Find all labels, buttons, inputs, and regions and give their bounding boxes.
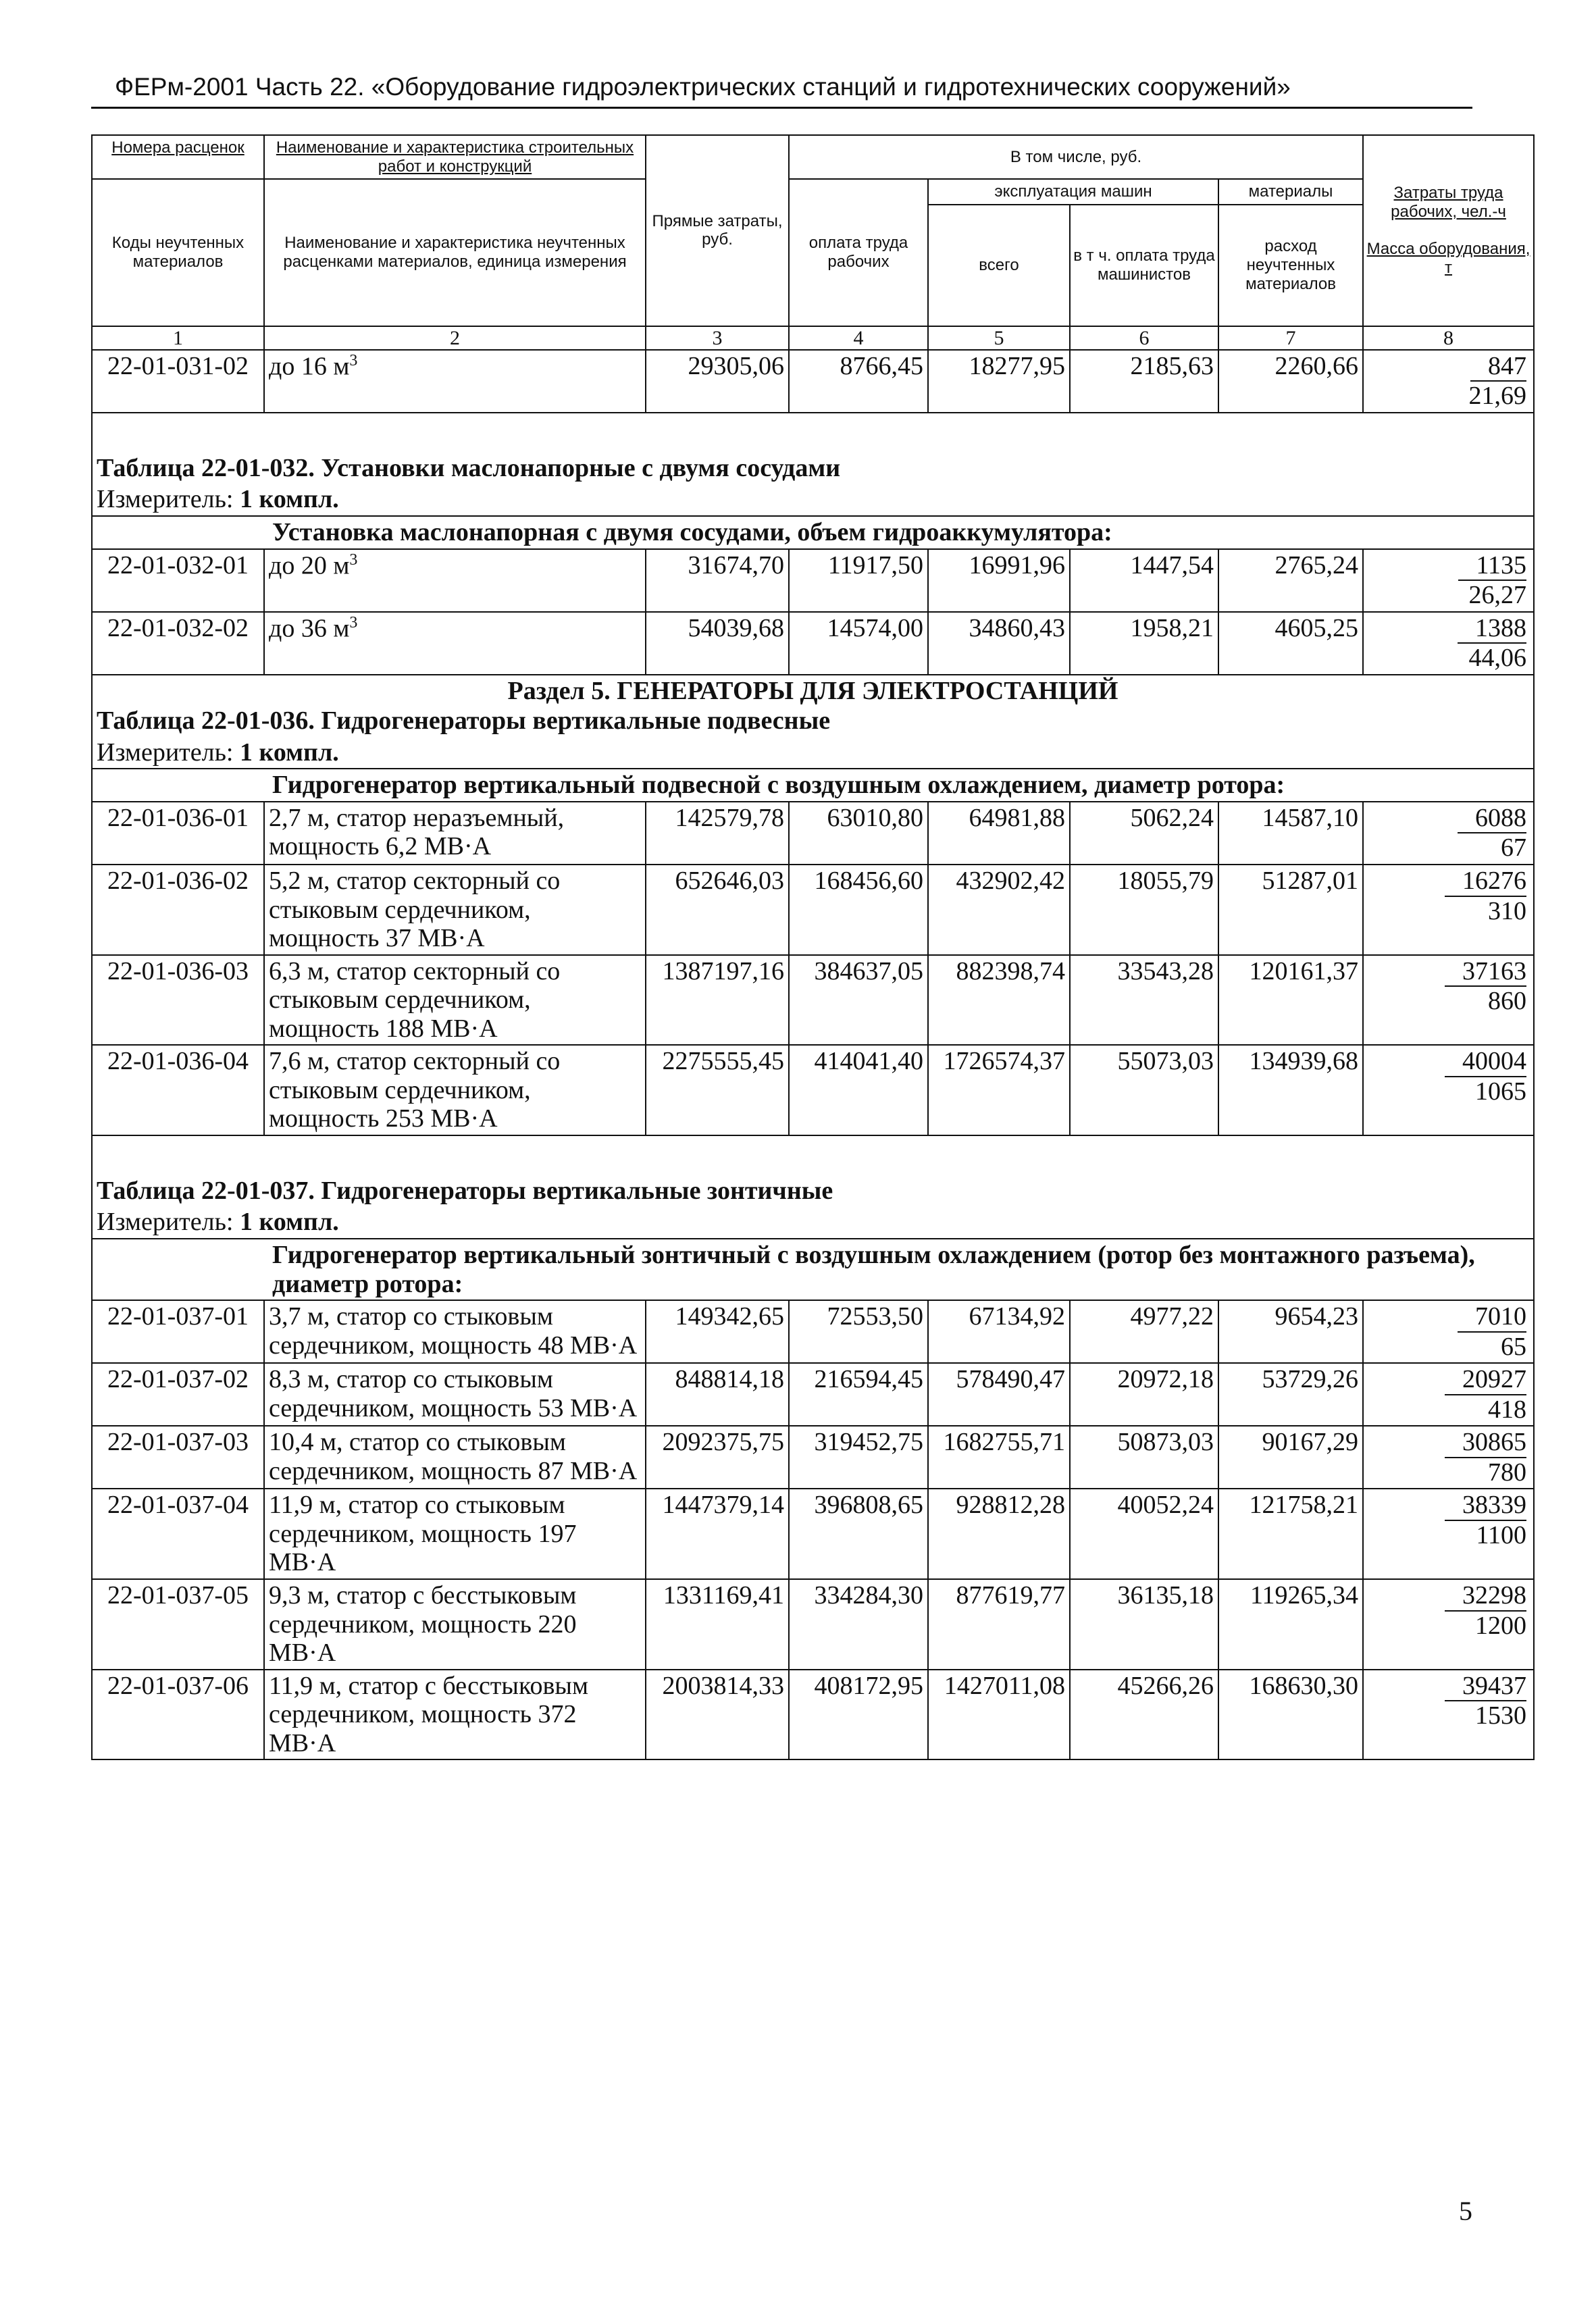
group-heading: Установка маслонапорная с двумя сосудами, объем гидроаккумулятора:	[92, 516, 1534, 549]
direct-cost: 848814,18	[646, 1363, 789, 1426]
materials-cost: 14587,10	[1218, 802, 1363, 865]
labor-hours: 39437	[1445, 1672, 1526, 1702]
table-row	[92, 1426, 1534, 1489]
rate-name-text: 9,3 м, статор с бесстыковым сердечником, мощность 220 МВ·А	[269, 1581, 577, 1668]
rate-code: 22-01-037-02	[92, 1363, 264, 1426]
machines-cost: 18277,95	[928, 350, 1070, 413]
measure-unit-row	[92, 1206, 1534, 1239]
machines-cost: 1682755,71	[928, 1426, 1070, 1489]
rate-code: 22-01-037-01	[92, 1300, 264, 1363]
col-number: 7	[1218, 326, 1363, 350]
labor-hours: 847	[1470, 352, 1526, 382]
table-title: Таблица 22-01-032. Установки маслонапорные с двумя сосудами	[92, 453, 1534, 484]
measure-label: Измеритель:	[97, 485, 234, 514]
rate-code: 22-01-036-04	[92, 1045, 264, 1135]
materials-cost: 134939,68	[1218, 1045, 1363, 1135]
direct-cost: 652646,03	[646, 865, 789, 955]
equipment-mass: 1100	[1476, 1520, 1527, 1549]
table-row	[92, 1300, 1534, 1363]
col-labor-header: оплата труда рабочих	[789, 179, 928, 326]
col-direct-header: Прямые затраты, руб.	[646, 135, 789, 326]
direct-cost: 142579,78	[646, 802, 789, 865]
rate-name	[264, 865, 646, 955]
equipment-mass: 44,06	[1468, 644, 1527, 673]
direct-cost: 1387197,16	[646, 955, 789, 1046]
table-title: Таблица 22-01-036. Гидрогенераторы вертикальные подвесные	[92, 706, 1534, 737]
group-heading-row	[92, 1239, 1534, 1300]
labor-hours-mass	[1363, 612, 1534, 675]
materials-cost: 51287,01	[1218, 865, 1363, 955]
unit-exponent: 3	[349, 550, 358, 569]
machinists-cost: 1447,54	[1070, 549, 1218, 612]
rate-name	[264, 1670, 646, 1760]
labor-hours: 1388	[1458, 614, 1526, 644]
equipment-mass: 418	[1488, 1395, 1527, 1424]
rate-name	[264, 802, 646, 865]
group-heading: Гидрогенератор вертикальный подвесной с воздушным охлаждением, диаметр ротора:	[92, 769, 1534, 802]
spacer-cell	[92, 413, 1534, 453]
rate-name	[264, 1579, 646, 1670]
group-heading-row	[92, 516, 1534, 549]
rate-code: 22-01-036-03	[92, 955, 264, 1046]
table-row	[92, 1670, 1534, 1760]
labor-hours: 40004	[1445, 1047, 1526, 1077]
col-material-names-header: Наименование и характеристика неучтенных расценками материалов, единица измерения	[264, 179, 646, 326]
table-row	[92, 549, 1534, 612]
col-mass-header: Масса оборудования, т	[1366, 240, 1530, 277]
rate-name-text: до 16 м	[269, 352, 350, 381]
equipment-mass: 1065	[1475, 1077, 1527, 1106]
machines-header: эксплуатация машин	[928, 179, 1218, 205]
labor-hours: 37163	[1445, 957, 1526, 987]
measure-value: 1 компл.	[240, 738, 339, 767]
rate-name	[264, 1045, 646, 1135]
machinists-cost: 36135,18	[1070, 1579, 1218, 1670]
labor-hours: 30865	[1445, 1428, 1526, 1458]
rate-name	[264, 1363, 646, 1426]
rate-name	[264, 549, 646, 612]
rate-name	[264, 350, 646, 413]
machines-cost: 16991,96	[928, 549, 1070, 612]
rate-code: 22-01-036-02	[92, 865, 264, 955]
labor-cost: 14574,00	[789, 612, 928, 675]
incl-header: В том числе, руб.	[789, 135, 1363, 179]
machines-cost: 67134,92	[928, 1300, 1070, 1363]
rate-code: 22-01-036-01	[92, 802, 264, 865]
materials-cost: 2765,24	[1218, 549, 1363, 612]
direct-cost: 31674,70	[646, 549, 789, 612]
machinists-cost: 50873,03	[1070, 1426, 1218, 1489]
measure-unit-row	[92, 484, 1534, 516]
col-material-codes-header: Коды неучтенных материалов	[92, 179, 264, 326]
labor-hours-mass	[1363, 1579, 1534, 1670]
col-hours-mass-header	[1363, 135, 1534, 326]
col-hours-header: Затраты труда рабочих, чел.-ч	[1391, 184, 1506, 221]
labor-hours-mass	[1363, 955, 1534, 1046]
measure-value: 1 компл.	[240, 1208, 339, 1237]
table-row	[92, 612, 1534, 675]
group-heading-row	[92, 769, 1534, 802]
rate-name	[264, 1300, 646, 1363]
col-number: 4	[789, 326, 928, 350]
materials-cost: 121758,21	[1218, 1489, 1363, 1579]
spacer-row	[92, 1135, 1534, 1175]
direct-cost: 1331169,41	[646, 1579, 789, 1670]
column-numbers-row	[92, 326, 1534, 350]
machines-cost: 1726574,37	[928, 1045, 1070, 1135]
rate-name-text: 8,3 м, статор со стыковым сердечником, мощность 53 МВ·А	[269, 1365, 638, 1422]
measure-unit	[92, 484, 1534, 516]
labor-cost: 216594,45	[789, 1363, 928, 1426]
table-row	[92, 865, 1534, 955]
equipment-mass: 21,69	[1468, 382, 1527, 411]
table-row	[92, 1579, 1534, 1670]
labor-cost: 384637,05	[789, 955, 928, 1046]
machinists-cost: 1958,21	[1070, 612, 1218, 675]
machines-cost: 928812,28	[928, 1489, 1070, 1579]
materials-cost: 119265,34	[1218, 1579, 1363, 1670]
header-rule	[91, 107, 1472, 109]
measure-unit	[92, 1206, 1534, 1239]
labor-hours-mass	[1363, 802, 1534, 865]
labor-cost: 408172,95	[789, 1670, 928, 1760]
rate-name-text: 6,3 м, статор секторный со стыковым сердечником, мощность 188 МВ·А	[269, 956, 561, 1043]
rates-table	[91, 134, 1535, 1760]
materials-cost: 2260,66	[1218, 350, 1363, 413]
labor-hours: 1135	[1458, 551, 1526, 582]
labor-hours: 32298	[1445, 1581, 1526, 1612]
equipment-mass: 1200	[1475, 1611, 1527, 1640]
rate-name	[264, 612, 646, 675]
direct-cost: 149342,65	[646, 1300, 789, 1363]
machinists-cost: 2185,63	[1070, 350, 1218, 413]
equipment-mass: 26,27	[1468, 581, 1527, 610]
col-codes-header: Номера расценок	[92, 135, 264, 179]
header-row-2	[92, 179, 1534, 205]
materials-cost: 120161,37	[1218, 955, 1363, 1046]
labor-cost: 414041,40	[789, 1045, 928, 1135]
table-row	[92, 1045, 1534, 1135]
measure-label: Измеритель:	[97, 1208, 234, 1237]
labor-hours-mass	[1363, 1426, 1534, 1489]
materials-cost: 53729,26	[1218, 1363, 1363, 1426]
table-row	[92, 1363, 1534, 1426]
labor-hours: 16276	[1445, 867, 1526, 897]
machinists-cost: 55073,03	[1070, 1045, 1218, 1135]
table-title: Таблица 22-01-037. Гидрогенераторы вертикальные зонтичные	[92, 1175, 1534, 1207]
rate-name-text: 2,7 м, статор неразъемный, мощность 6,2 МВ·А	[269, 803, 565, 861]
rate-name-text: 5,2 м, статор секторный со стыковым сердечником, мощность 37 МВ·А	[269, 866, 561, 953]
col-number: 1	[92, 326, 264, 350]
rate-name	[264, 1489, 646, 1579]
machines-cost: 432902,42	[928, 865, 1070, 955]
rate-name-text: 7,6 м, статор секторный со стыковым сердечником, мощность 253 МВ·А	[269, 1047, 561, 1133]
direct-cost: 2003814,33	[646, 1670, 789, 1760]
machinists-cost: 20972,18	[1070, 1363, 1218, 1426]
direct-cost: 54039,68	[646, 612, 789, 675]
section-title-row	[92, 675, 1534, 707]
col-machines-total-header: всего	[928, 205, 1070, 326]
labor-hours-mass	[1363, 1300, 1534, 1363]
labor-hours-mass	[1363, 1363, 1534, 1426]
rate-code: 22-01-037-06	[92, 1670, 264, 1760]
rate-name-text: до 36 м	[269, 614, 350, 643]
rate-name-text: 3,7 м, статор со стыковым сердечником, мощность 48 МВ·А	[269, 1302, 638, 1360]
col-materials-header: расход неучтенных материалов	[1218, 205, 1363, 326]
equipment-mass: 65	[1501, 1332, 1527, 1361]
labor-cost: 334284,30	[789, 1579, 928, 1670]
col-number: 5	[928, 326, 1070, 350]
labor-hours: 7010	[1458, 1302, 1526, 1333]
rate-name-text: 11,9 м, статор со стыковым сердечником, мощность 197 МВ·А	[269, 1491, 577, 1577]
materials-cost: 4605,25	[1218, 612, 1363, 675]
rate-name	[264, 955, 646, 1046]
equipment-mass: 780	[1488, 1458, 1527, 1487]
labor-cost: 72553,50	[789, 1300, 928, 1363]
machinists-cost: 45266,26	[1070, 1670, 1218, 1760]
table-row	[92, 802, 1534, 865]
rate-code: 22-01-037-04	[92, 1489, 264, 1579]
labor-cost: 63010,80	[789, 802, 928, 865]
labor-hours: 6088	[1458, 804, 1526, 834]
rate-code: 22-01-037-03	[92, 1426, 264, 1489]
machinists-cost: 18055,79	[1070, 865, 1218, 955]
measure-unit	[92, 737, 1534, 769]
group-heading: Гидрогенератор вертикальный зонтичный с воздушным охлаждением (ротор без монтажного разъема), диаметр ротора:	[92, 1239, 1534, 1300]
direct-cost: 29305,06	[646, 350, 789, 413]
spacer-row	[92, 413, 1534, 453]
labor-cost: 11917,50	[789, 549, 928, 612]
table-row	[92, 955, 1534, 1046]
col-name-header: Наименование и характеристика строительных работ и конструкций	[264, 135, 646, 179]
equipment-mass: 1530	[1475, 1701, 1527, 1730]
col-machinists-header: в т ч. оплата труда машинистов	[1070, 205, 1218, 326]
machinists-cost: 33543,28	[1070, 955, 1218, 1046]
measure-label: Измеритель:	[97, 738, 234, 767]
machines-cost: 34860,43	[928, 612, 1070, 675]
machinists-cost: 4977,22	[1070, 1300, 1218, 1363]
materials-cost: 90167,29	[1218, 1426, 1363, 1489]
rate-name	[264, 1426, 646, 1489]
rate-name-text: до 20 м	[269, 551, 350, 580]
rate-name-text: 10,4 м, статор со стыковым сердечником, мощность 87 МВ·А	[269, 1428, 638, 1485]
machines-cost: 578490,47	[928, 1363, 1070, 1426]
labor-cost: 168456,60	[789, 865, 928, 955]
labor-hours: 38339	[1445, 1491, 1526, 1521]
measure-value: 1 компл.	[240, 485, 339, 514]
section-title: Раздел 5. ГЕНЕРАТОРЫ ДЛЯ ЭЛЕКТРОСТАНЦИЙ	[92, 675, 1534, 707]
labor-cost: 319452,75	[789, 1426, 928, 1489]
machinists-cost: 5062,24	[1070, 802, 1218, 865]
table-row	[92, 350, 1534, 413]
equipment-mass: 860	[1488, 987, 1527, 1016]
table-title-row	[92, 453, 1534, 484]
labor-hours-mass	[1363, 1489, 1534, 1579]
labor-hours-mass	[1363, 865, 1534, 955]
table-row	[92, 1489, 1534, 1579]
rate-code: 22-01-032-01	[92, 549, 264, 612]
equipment-mass: 310	[1488, 896, 1527, 925]
machines-cost: 877619,77	[928, 1579, 1070, 1670]
machines-cost: 64981,88	[928, 802, 1070, 865]
page-header-title: ФЕРм-2001 Часть 22. «Оборудование гидроэлектрических станций и гидротехнических сооружений»	[115, 73, 1291, 101]
rate-code: 22-01-037-05	[92, 1579, 264, 1670]
spacer-cell	[92, 1135, 1534, 1175]
materials-cost: 9654,23	[1218, 1300, 1363, 1363]
machinists-cost: 40052,24	[1070, 1489, 1218, 1579]
measure-unit-row	[92, 737, 1534, 769]
col-number: 8	[1363, 326, 1534, 350]
unit-exponent: 3	[349, 351, 358, 369]
unit-exponent: 3	[349, 613, 358, 632]
header-row-1	[92, 135, 1534, 179]
table-title-row	[92, 706, 1534, 737]
direct-cost: 2275555,45	[646, 1045, 789, 1135]
labor-hours-mass	[1363, 549, 1534, 612]
rate-code: 22-01-032-02	[92, 612, 264, 675]
col-number: 3	[646, 326, 789, 350]
page-number: 5	[1459, 2196, 1472, 2226]
table-title-row	[92, 1175, 1534, 1207]
rate-name-text: 11,9 м, статор с бесстыковым сердечником, мощность 372 МВ·А	[269, 1671, 588, 1757]
labor-cost: 8766,45	[789, 350, 928, 413]
rate-code: 22-01-031-02	[92, 350, 264, 413]
direct-cost: 2092375,75	[646, 1426, 789, 1489]
equipment-mass: 67	[1501, 833, 1527, 863]
materials-header: материалы	[1218, 179, 1363, 205]
materials-cost: 168630,30	[1218, 1670, 1363, 1760]
machines-cost: 882398,74	[928, 955, 1070, 1046]
labor-hours-mass	[1363, 1045, 1534, 1135]
labor-cost: 396808,65	[789, 1489, 928, 1579]
col-number: 2	[264, 326, 646, 350]
labor-hours-mass	[1363, 350, 1534, 413]
direct-cost: 1447379,14	[646, 1489, 789, 1579]
labor-hours: 20927	[1445, 1365, 1526, 1395]
machines-cost: 1427011,08	[928, 1670, 1070, 1760]
col-number: 6	[1070, 326, 1218, 350]
labor-hours-mass	[1363, 1670, 1534, 1760]
